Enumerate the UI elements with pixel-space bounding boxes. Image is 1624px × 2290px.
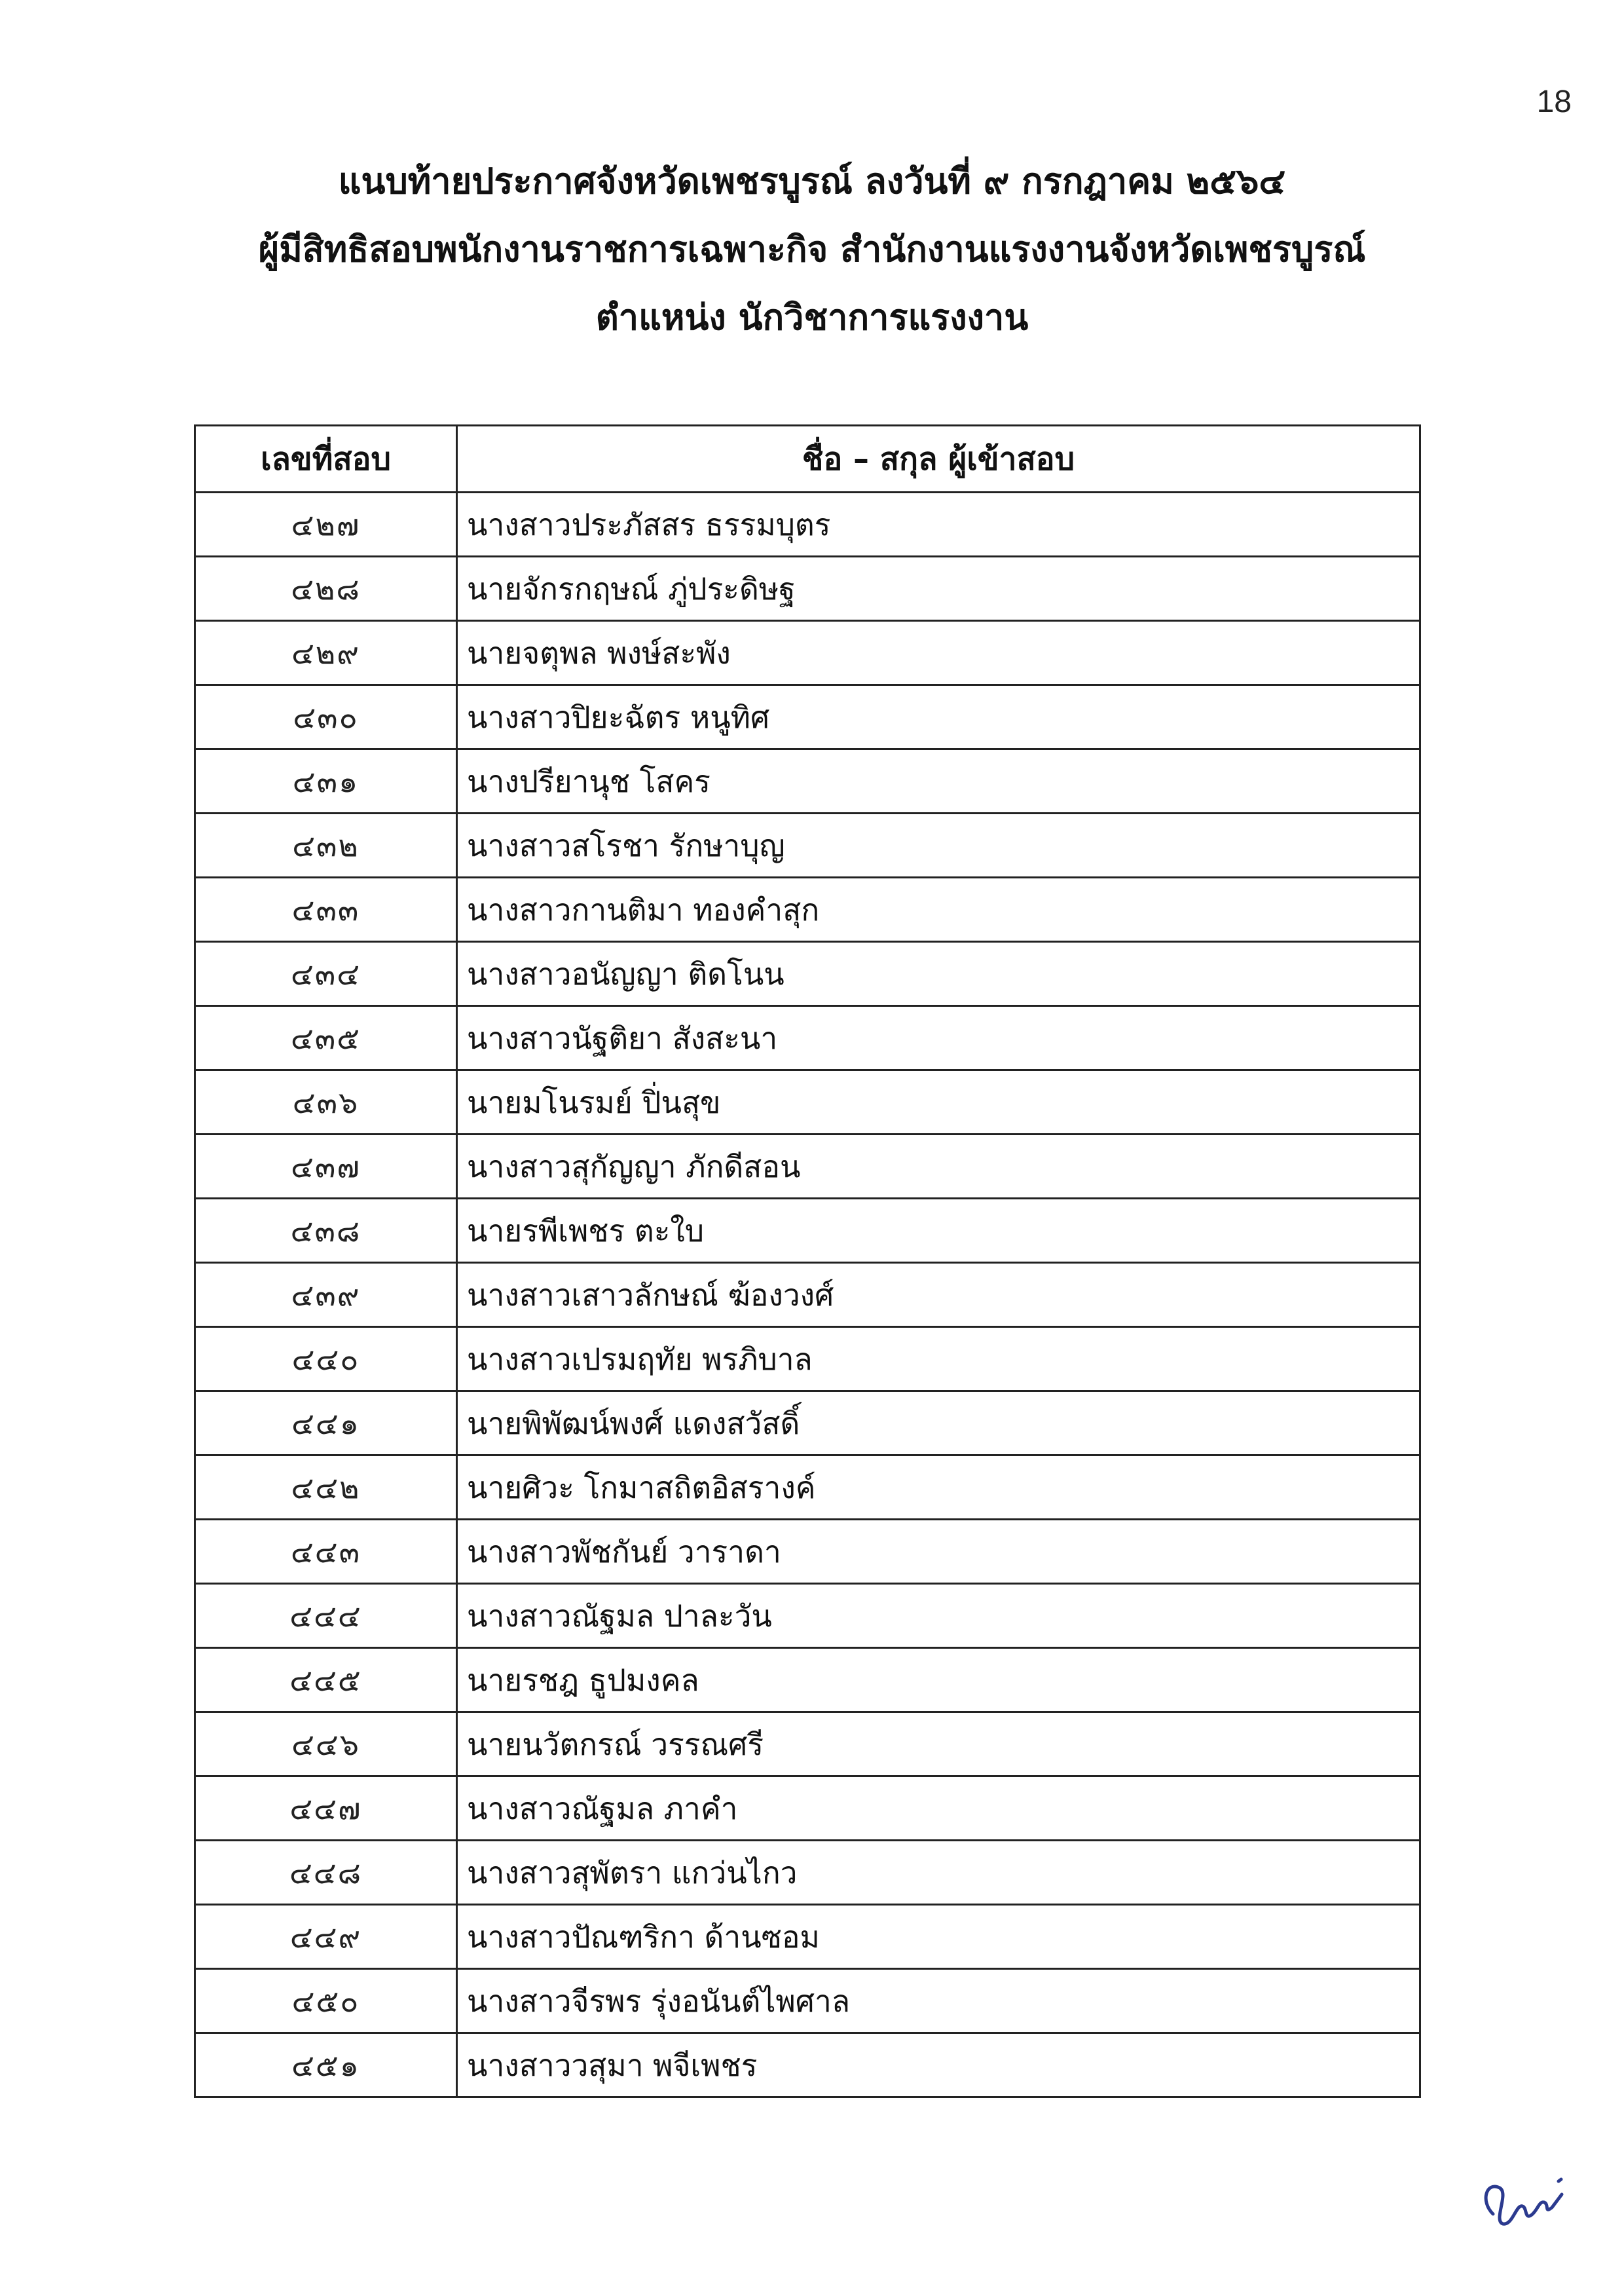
table-row xyxy=(195,1841,1420,1905)
exam-number-cell: ๔๔๖ xyxy=(195,1712,457,1776)
exam-number-cell: ๔๒๘ xyxy=(195,557,457,621)
exam-number-cell: ๔๔๕ xyxy=(195,1648,457,1712)
exam-number-cell: ๔๔๙ xyxy=(195,1905,457,1969)
table-row xyxy=(195,1905,1420,1969)
exam-number-cell: ๔๔๐ xyxy=(195,1327,457,1391)
exam-number-cell: ๔๓๒ xyxy=(195,814,457,878)
candidate-name-cell: นางสาวณัฐมล ปาละวัน xyxy=(457,1584,1420,1648)
table-header-row xyxy=(195,426,1420,493)
exam-number-cell: ๔๔๓ xyxy=(195,1520,457,1584)
candidate-name-cell: นายจักรกฤษณ์ ภู่ประดิษฐ xyxy=(457,557,1420,621)
candidate-name-cell: นางสาวณัฐมล ภาคำ xyxy=(457,1776,1420,1841)
table-row xyxy=(195,1455,1420,1520)
table-row xyxy=(195,1776,1420,1841)
candidate-name-cell: นางปรียานุช โสคร xyxy=(457,749,1420,814)
header-line-2: ผู้มีสิทธิสอบพนักงานราชการเฉพาะกิจ สำนักงานแรงงานจังหวัดเพชรบูรณ์ xyxy=(258,229,1366,270)
exam-number-cell: ๔๔๘ xyxy=(195,1841,457,1905)
exam-number-cell: ๔๓๓ xyxy=(195,878,457,942)
column-header-exam-number: เลขที่สอบ xyxy=(195,426,457,493)
document-header xyxy=(0,147,1624,352)
table-row xyxy=(195,1969,1420,2033)
candidate-name-cell: นางสาวประภัสสร ธรรมบุตร xyxy=(457,493,1420,557)
candidate-name-cell: นางสาวปิยะฉัตร หนูทิศ xyxy=(457,685,1420,749)
candidate-name-cell: นางสาวสุพัตรา แกว่นไกว xyxy=(457,1841,1420,1905)
exam-number-cell: ๔๓๐ xyxy=(195,685,457,749)
table-row xyxy=(195,621,1420,685)
candidate-name-cell: นางสาวกานติมา ทองคำสุก xyxy=(457,878,1420,942)
table-row xyxy=(195,1135,1420,1199)
candidate-name-cell: นายพิพัฒน์พงศ์ แดงสวัสดิ์ xyxy=(457,1391,1420,1455)
candidate-name-cell: นางสาววสุมา พจีเพชร xyxy=(457,2033,1420,2097)
candidate-name-cell: นางสาวเสาวลักษณ์ ฆ้องวงศ์ xyxy=(457,1263,1420,1327)
column-header-name: ชื่อ – สกุล ผู้เข้าสอบ xyxy=(457,426,1420,493)
exam-number-cell: ๔๔๗ xyxy=(195,1776,457,1841)
table-row xyxy=(195,493,1420,557)
candidate-name-cell: นางสาวจีรพร รุ่งอนันต์ไพศาล xyxy=(457,1969,1420,2033)
table-row xyxy=(195,1070,1420,1135)
exam-number-cell: ๔๒๗ xyxy=(195,493,457,557)
exam-number-cell: ๔๓๔ xyxy=(195,942,457,1006)
candidate-name-cell: นางสาวปัณฑริกา ด้านซอม xyxy=(457,1905,1420,1969)
page-number: 18 xyxy=(1536,84,1572,119)
candidate-name-cell: นายนวัตกรณ์ วรรณศรี xyxy=(457,1712,1420,1776)
signature-icon xyxy=(1467,2142,1572,2240)
candidate-name-cell: นายมโนรมย์ ปิ่นสุข xyxy=(457,1070,1420,1135)
candidate-name-cell: นางสาวเปรมฤทัย พรภิบาล xyxy=(457,1327,1420,1391)
table-row xyxy=(195,1520,1420,1584)
table-row xyxy=(195,1006,1420,1070)
exam-number-cell: ๔๓๕ xyxy=(195,1006,457,1070)
candidate-name-cell: นางสาวอนัญญา ติดโนน xyxy=(457,942,1420,1006)
table-row xyxy=(195,1327,1420,1391)
table-row xyxy=(195,1263,1420,1327)
table-row xyxy=(195,814,1420,878)
candidate-name-cell: นางสาวสโรชา รักษาบุญ xyxy=(457,814,1420,878)
table-row xyxy=(195,557,1420,621)
table-row xyxy=(195,1648,1420,1712)
candidate-name-cell: นายจตุพล พงษ์สะพัง xyxy=(457,621,1420,685)
exam-number-cell: ๔๓๗ xyxy=(195,1135,457,1199)
exam-number-cell: ๔๔๔ xyxy=(195,1584,457,1648)
candidate-name-cell: นางสาวนัฐติยา สังสะนา xyxy=(457,1006,1420,1070)
table-row xyxy=(195,1584,1420,1648)
exam-number-cell: ๔๓๖ xyxy=(195,1070,457,1135)
header-line-3: ตำแหน่ง นักวิชาการแรงงาน xyxy=(595,297,1029,338)
candidate-name-cell: นายรชฎ ธูปมงคล xyxy=(457,1648,1420,1712)
exam-number-cell: ๔๕๑ xyxy=(195,2033,457,2097)
exam-number-cell: ๔๔๑ xyxy=(195,1391,457,1455)
candidate-name-cell: นายรพีเพชร ตะใบ xyxy=(457,1199,1420,1263)
table-row xyxy=(195,942,1420,1006)
candidate-name-cell: นางสาวพัชกันย์ วาราดา xyxy=(457,1520,1420,1584)
candidate-name-cell: นางสาวสุกัญญา ภักดีสอน xyxy=(457,1135,1420,1199)
exam-number-cell: ๔๔๒ xyxy=(195,1455,457,1520)
table-row xyxy=(195,685,1420,749)
table-row xyxy=(195,1712,1420,1776)
exam-number-cell: ๔๓๘ xyxy=(195,1199,457,1263)
exam-number-cell: ๔๓๑ xyxy=(195,749,457,814)
table-row xyxy=(195,1199,1420,1263)
exam-number-cell: ๔๕๐ xyxy=(195,1969,457,2033)
table-row xyxy=(195,2033,1420,2097)
table-row xyxy=(195,878,1420,942)
candidate-name-cell: นายศิวะ โกมาสถิตอิสรางค์ xyxy=(457,1455,1420,1520)
table-row xyxy=(195,749,1420,814)
exam-number-cell: ๔๒๙ xyxy=(195,621,457,685)
table-row xyxy=(195,1391,1420,1455)
candidate-table xyxy=(194,424,1421,2098)
header-line-1: แนบท้ายประกาศจังหวัดเพชรบูรณ์ ลงวันที่ ๙ กรกฎาคม ๒๕๖๔ xyxy=(338,160,1286,202)
exam-number-cell: ๔๓๙ xyxy=(195,1263,457,1327)
